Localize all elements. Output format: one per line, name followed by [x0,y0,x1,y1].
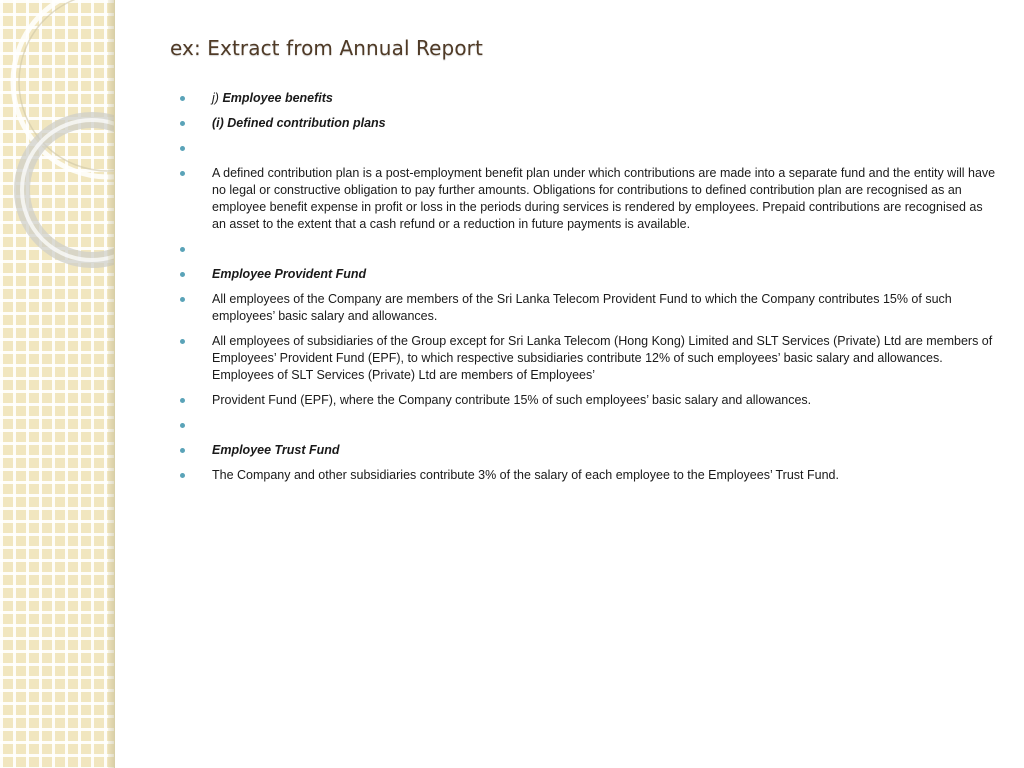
list-item [178,266,998,283]
list-item-empty [178,241,998,258]
bullet-icon [180,398,185,403]
section-heading: Employee Provident Fund [212,267,367,281]
bullet-list [178,90,998,492]
list-item [178,333,998,384]
section-heading: Employee benefits [222,91,333,105]
side-band-edge [108,0,114,768]
list-item [178,291,998,325]
bullet-icon [180,96,185,101]
list-item [178,442,998,459]
bullet-icon [180,448,185,453]
list-item-empty [178,140,998,157]
bullet-icon [180,473,185,478]
list-item [178,165,998,233]
bullet-icon [180,171,185,176]
paragraph-text: All employees of subsidiaries of the Group except for Sri Lanka Telecom (Hong Kong) Limited and SLT Services (Private) Ltd are members of Employees’ Provident Fund (EPF), to which respective subsidiaries contribute 12% of such employees’ basic salary and allowances. Employees of SLT Services (Private) Ltd are members of Employees’ [212,334,993,382]
bullet-icon [180,247,185,252]
section-heading: Employee Trust Fund [212,443,340,457]
list-item [178,115,998,132]
paragraph-text: A defined contribution plan is a post-employment benefit plan under which contributions are made into a separate fund and the entity will have no legal or constructive obligation to pay further amounts. Obligations for contributions to defined contribution plan are recognised as an employee benefit expense in profit or loss in the periods during services is rendered by employees. Prepaid contributions are recognised as an asset to the extent that a cash refund or a reduction in future payments is available. [212,166,996,231]
list-item-empty [178,417,998,434]
bullet-icon [180,423,185,428]
decorative-rings [0,0,115,320]
bullet-icon [180,121,185,126]
section-prefix: j) [212,91,219,105]
bullet-icon [180,339,185,344]
paragraph-text: The Company and other subsidiaries contribute 3% of the salary of each employee to the Employees’ Trust Fund. [212,468,839,482]
list-item [178,90,998,107]
paragraph-text: Provident Fund (EPF), where the Company contribute 15% of such employees’ basic salary and allowances. [212,393,812,407]
list-item [178,467,998,484]
bullet-icon [180,146,185,151]
paragraph-text: All employees of the Company are members of the Sri Lanka Telecom Provident Fund to which the Company contributes 15% of such employees’ basic salary and allowances. [212,292,952,323]
list-item [178,392,998,409]
bullet-icon [180,297,185,302]
subsection-heading: (i) Defined contribution plans [212,116,386,130]
page-title: ex: Extract from Annual Report [170,36,483,60]
decorative-side-band [0,0,115,768]
bullet-icon [180,272,185,277]
